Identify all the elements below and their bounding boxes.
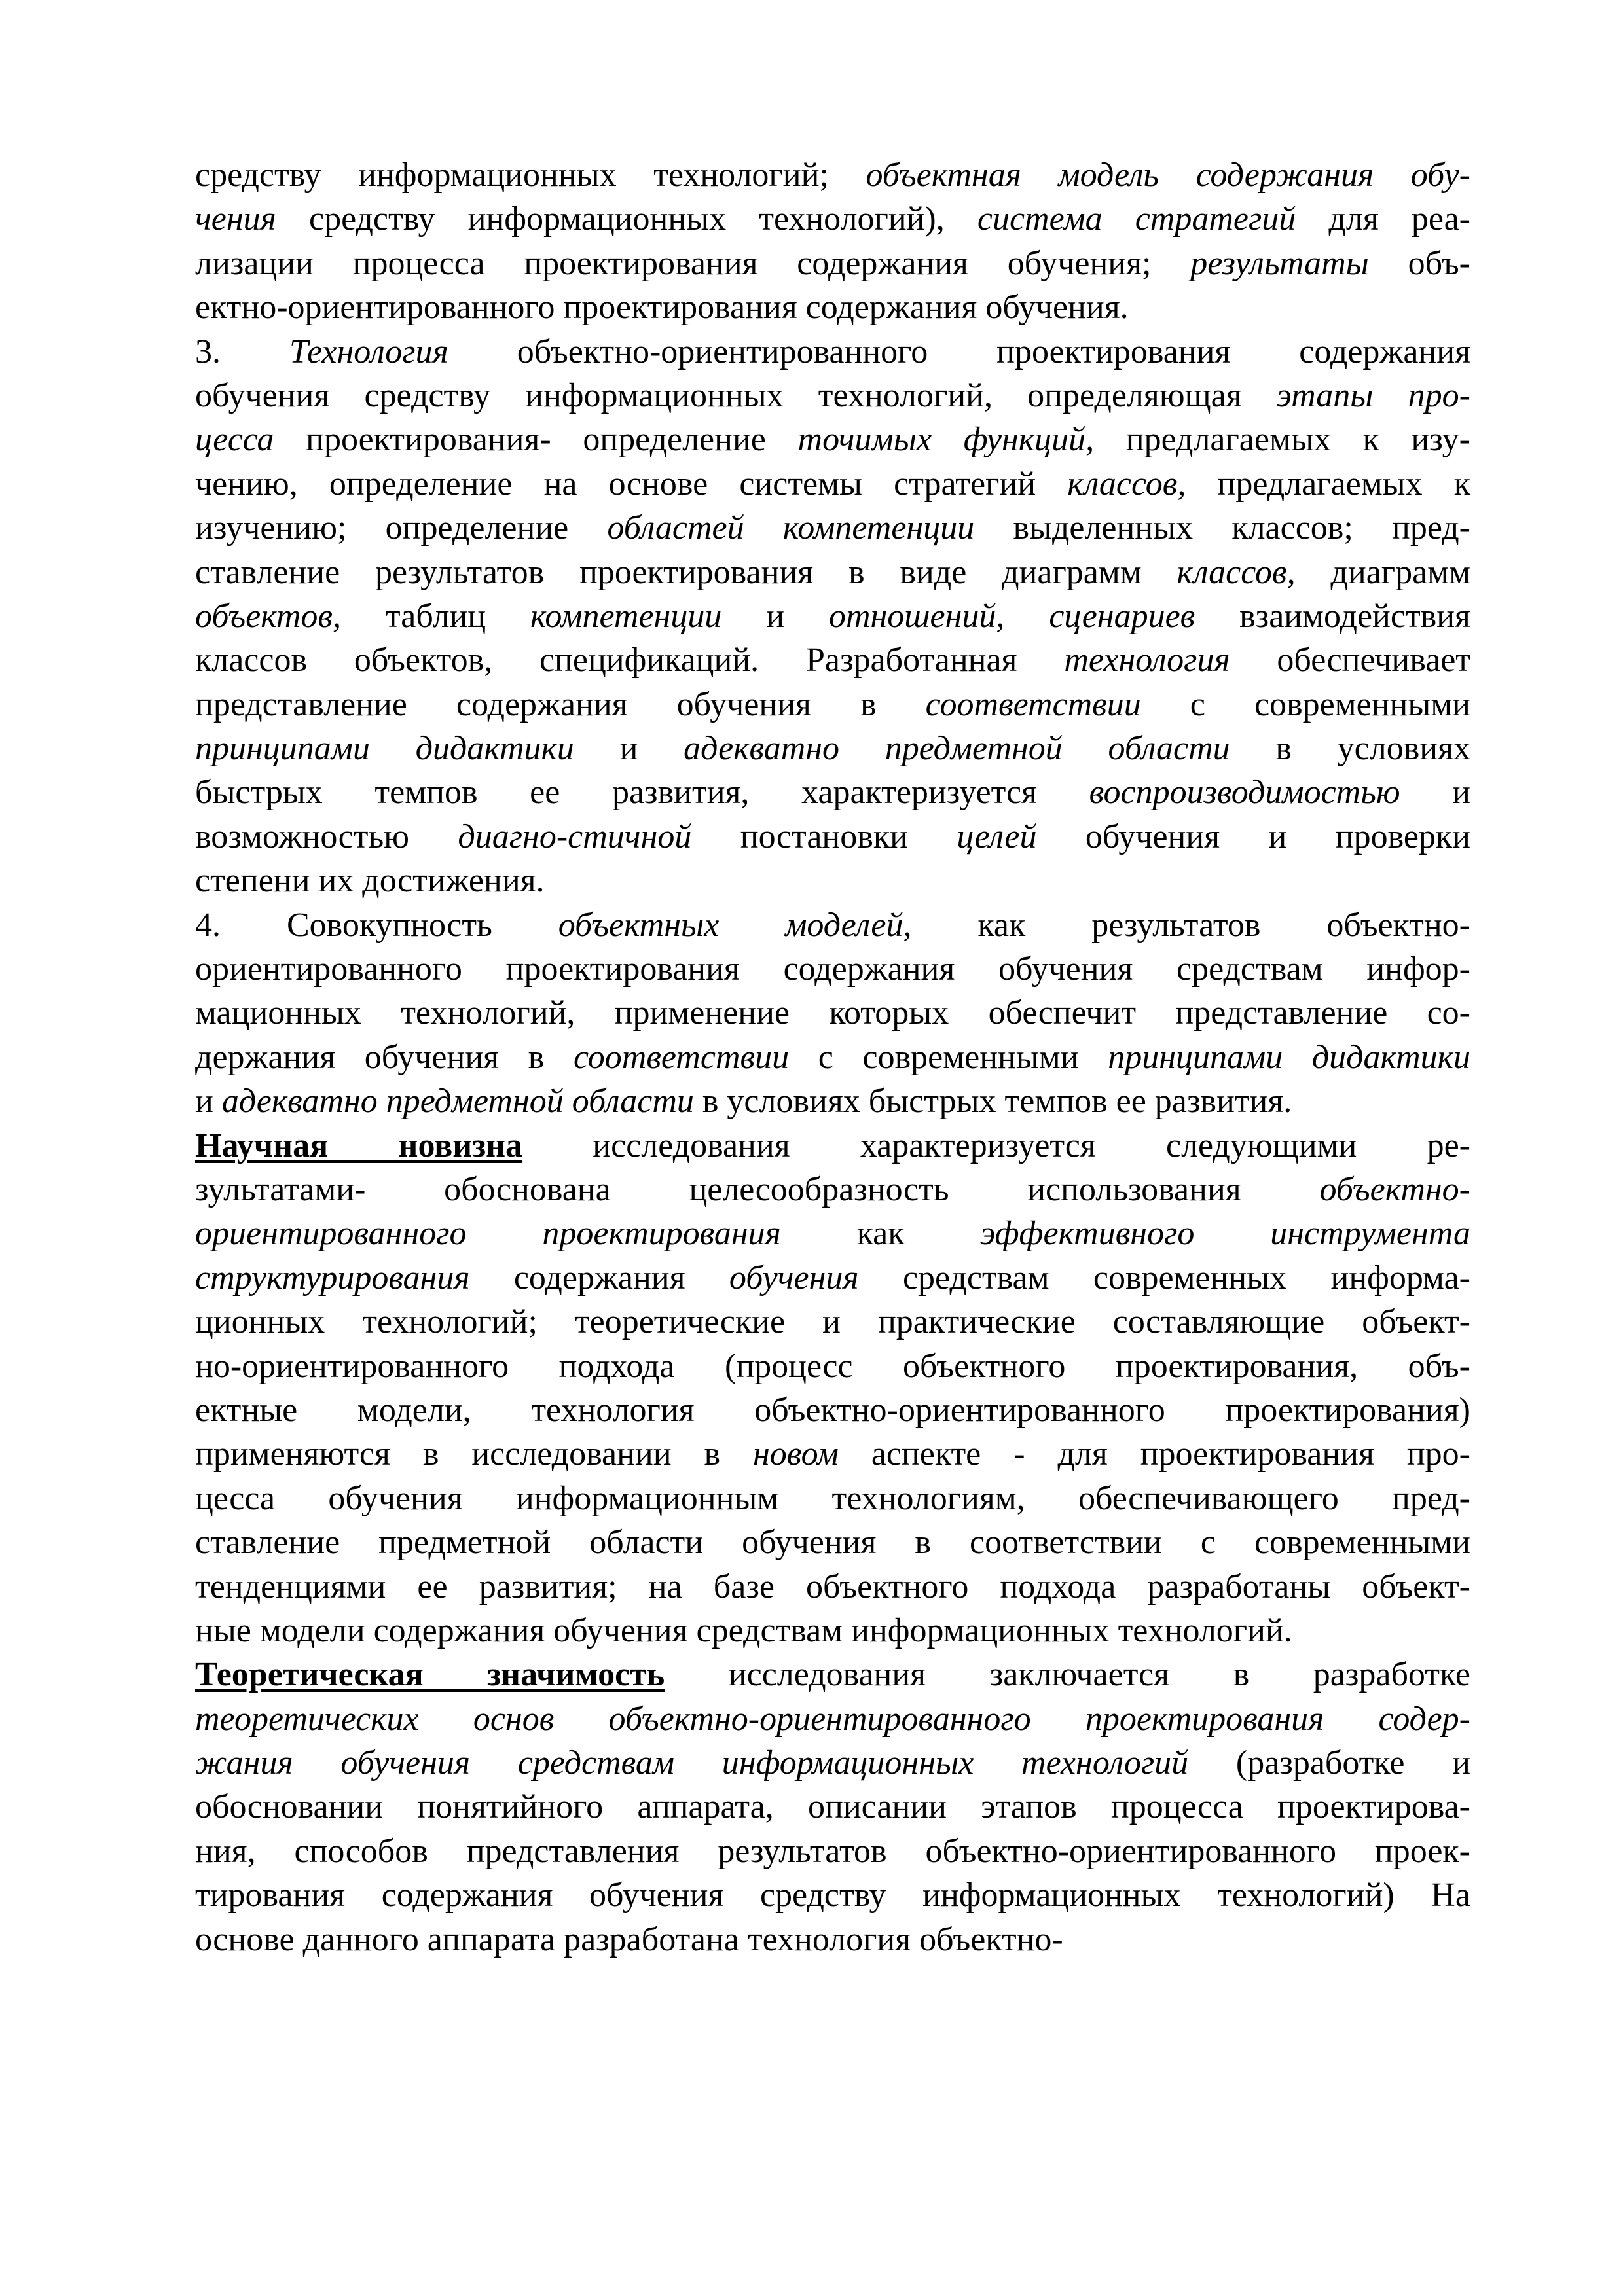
text-line bbox=[195, 418, 1470, 461]
text-line bbox=[195, 1873, 1470, 1917]
text-line bbox=[195, 1697, 1470, 1741]
italic-text-run: диагно-стичной bbox=[458, 817, 692, 855]
text-line bbox=[195, 683, 1470, 726]
text-run: чению, определение на основе системы стратегий bbox=[195, 465, 1068, 503]
text-line bbox=[195, 1741, 1470, 1785]
text-run: мационных технологий, применение которых обеспечит представление со- bbox=[195, 994, 1470, 1032]
text-line bbox=[195, 242, 1470, 285]
text-line bbox=[195, 1300, 1470, 1344]
italic-text-run: Технология bbox=[289, 332, 448, 370]
italic-text-run: объектно- bbox=[1319, 1170, 1470, 1208]
text-run: обеспечивает bbox=[1230, 641, 1471, 679]
bold-underlined-heading: Теоретическая значимость bbox=[195, 1656, 665, 1694]
text-run: классов объектов, спецификаций. Разработанная bbox=[195, 641, 1065, 679]
text-run: лизации процесса проектирования содержания обучения; bbox=[195, 244, 1191, 282]
text-line bbox=[195, 330, 1470, 374]
text-line bbox=[195, 1609, 1470, 1653]
text-run: средству информационных технологий), bbox=[276, 200, 977, 238]
italic-text-run: принципами дидактики bbox=[195, 730, 574, 768]
text-run: применяются в исследовании в bbox=[195, 1435, 753, 1473]
text-run: с современными bbox=[789, 1038, 1108, 1076]
text-run: таблиц bbox=[341, 597, 530, 635]
text-line bbox=[195, 1256, 1470, 1300]
text-run: тенденциями ее развития; на базе объектного подхода разработаны объект- bbox=[195, 1568, 1470, 1605]
italic-text-run: соответствии bbox=[574, 1038, 790, 1076]
italic-text-run: цесса bbox=[195, 421, 274, 459]
italic-text-run: областей компетенции bbox=[607, 509, 975, 547]
text-run: в условиях bbox=[1230, 730, 1471, 768]
text-run: объ- bbox=[1368, 244, 1470, 282]
text-run: ставление предметной области обучения в соответствии с современными bbox=[195, 1524, 1470, 1562]
text-run: как bbox=[780, 1215, 981, 1253]
italic-text-run: объектных моделей, bbox=[558, 906, 912, 944]
italic-text-run: принципами дидактики bbox=[1108, 1038, 1471, 1076]
italic-text-run: обучения bbox=[729, 1259, 859, 1297]
text-run: с современными bbox=[1140, 685, 1470, 723]
italic-text-run: объектов, bbox=[195, 597, 342, 635]
text-line bbox=[195, 638, 1470, 682]
text-run: (разработке и bbox=[1188, 1744, 1471, 1782]
text-run: и bbox=[721, 597, 829, 635]
italic-text-run: отношений, сценариев bbox=[828, 597, 1195, 635]
text-run: средству информационных технологий; bbox=[195, 156, 866, 194]
text-line bbox=[195, 374, 1470, 418]
bold-underlined-heading: Научная новизна bbox=[195, 1126, 523, 1164]
text-line bbox=[195, 1653, 1470, 1696]
text-run: исследования характеризуется следующими ре- bbox=[522, 1126, 1470, 1164]
text-run: цесса обучения информационным технологиям, обеспечивающего пред- bbox=[195, 1479, 1470, 1517]
text-line bbox=[195, 1035, 1470, 1079]
text-run: средствам современных информа- bbox=[858, 1259, 1470, 1297]
text-run: обучения средству информационных технологий, определяющая bbox=[195, 376, 1277, 414]
italic-text-run: адекватно предметной области bbox=[684, 730, 1230, 768]
text-line bbox=[195, 770, 1470, 814]
italic-text-run: эффективного инструмента bbox=[980, 1215, 1470, 1253]
text-run: для реа- bbox=[1296, 200, 1470, 238]
text-run: проектирования- определение bbox=[274, 421, 798, 459]
text-run: быстрых темпов ее развития, характеризуется bbox=[195, 774, 1089, 812]
text-line bbox=[195, 1918, 1470, 1962]
italic-text-run: классов, bbox=[1067, 465, 1186, 503]
italic-text-run: адекватно предметной области bbox=[221, 1083, 694, 1121]
text-line bbox=[195, 815, 1470, 859]
text-line bbox=[195, 1388, 1470, 1432]
text-line bbox=[195, 1785, 1470, 1829]
text-run: обучения и проверки bbox=[1036, 817, 1471, 855]
text-line bbox=[195, 1344, 1470, 1388]
italic-text-run: система стратегий bbox=[977, 200, 1296, 238]
text-run: как результатов объектно- bbox=[911, 906, 1470, 944]
text-run: тирования содержания обучения средству информационных технологий) На bbox=[195, 1876, 1470, 1914]
text-run: 4. Совокупность bbox=[195, 906, 558, 944]
text-line bbox=[195, 1079, 1470, 1123]
text-run: ные модели содержания обучения средствам информационных технологий. bbox=[195, 1611, 1292, 1649]
text-line bbox=[195, 947, 1470, 991]
text-run: обосновании понятийного аппарата, описании этапов процесса проектирова- bbox=[195, 1788, 1470, 1826]
italic-text-run: жания обучения средствам информационных технологий bbox=[195, 1744, 1189, 1782]
text-line bbox=[195, 1124, 1470, 1168]
text-line bbox=[195, 1168, 1470, 1211]
text-run: ния, способов представления результатов объектно-ориентированного проек- bbox=[195, 1832, 1470, 1870]
italic-text-run: объектная модель содержания обу- bbox=[866, 156, 1470, 194]
text-line bbox=[195, 594, 1470, 638]
text-run: в условиях быстрых темпов ее развития. bbox=[693, 1083, 1292, 1121]
text-line bbox=[195, 506, 1470, 550]
text-line bbox=[195, 991, 1470, 1035]
italic-text-run: чения bbox=[195, 200, 276, 238]
text-line bbox=[195, 1520, 1470, 1564]
text-line bbox=[195, 153, 1470, 197]
text-run: и bbox=[195, 1083, 222, 1121]
italic-text-run: компетенции bbox=[530, 597, 722, 635]
text-run: аспекте - для проектирования про- bbox=[838, 1435, 1470, 1473]
italic-text-run: ориентированного проектирования bbox=[195, 1215, 781, 1253]
text-run: взаимодействия bbox=[1195, 597, 1470, 635]
text-run: исследования заключается в разработке bbox=[665, 1656, 1470, 1694]
italic-text-run: целей bbox=[957, 817, 1037, 855]
text-run: ектные модели, технология объектно-ориентированного проектирования) bbox=[195, 1391, 1470, 1429]
text-run: постановки bbox=[691, 817, 957, 855]
text-run: предлагаемых к изу- bbox=[1094, 421, 1470, 459]
text-run: ектно-ориентированного проектирования содержания обучения. bbox=[195, 289, 1129, 327]
text-run: изучению; определение bbox=[195, 509, 608, 547]
text-run: ставление результатов проектирования в виде диаграмм bbox=[195, 553, 1177, 591]
text-run: держания обучения в bbox=[195, 1038, 574, 1076]
italic-text-run: классов, bbox=[1176, 553, 1296, 591]
text-run: степени их достижения. bbox=[195, 862, 545, 900]
text-run: предлагаемых к bbox=[1186, 465, 1470, 503]
text-line bbox=[195, 859, 1470, 903]
italic-text-run: этапы про- bbox=[1276, 376, 1471, 414]
italic-text-run: технология bbox=[1064, 641, 1230, 679]
text-run: возможностью bbox=[195, 817, 458, 855]
text-line bbox=[195, 197, 1470, 241]
text-run: объектно-ориентированного проектирования содержания bbox=[448, 332, 1470, 370]
text-line bbox=[195, 1565, 1470, 1609]
text-line bbox=[195, 462, 1470, 506]
text-run: и bbox=[1400, 774, 1471, 812]
text-run: но-ориентированного подхода (процесс объектного проектирования, объ- bbox=[195, 1347, 1470, 1385]
text-line bbox=[195, 1477, 1470, 1520]
text-run: ориентированного проектирования содержания обучения средствам инфор- bbox=[195, 950, 1470, 988]
text-line bbox=[195, 726, 1470, 770]
text-line bbox=[195, 1432, 1470, 1476]
italic-text-run: структурирования bbox=[195, 1259, 470, 1297]
italic-text-run: воспроизводимостью bbox=[1089, 774, 1400, 812]
text-run: содержания bbox=[469, 1259, 729, 1297]
text-run: ционных технологий; теоретические и практические составляющие объект- bbox=[195, 1303, 1470, 1341]
text-run: представление содержания обучения в bbox=[195, 685, 926, 723]
document-body-text bbox=[195, 153, 1470, 1962]
text-line bbox=[195, 903, 1470, 947]
text-run: выделенных классов; пред- bbox=[974, 509, 1470, 547]
text-line bbox=[195, 1829, 1470, 1873]
italic-text-run: теоретических основ объектно-ориентированного проектирования содер- bbox=[195, 1700, 1470, 1738]
text-run: зультатами- обоснована целесообразность использования bbox=[195, 1170, 1320, 1208]
text-run: и bbox=[574, 730, 684, 768]
italic-text-run: соответствии bbox=[925, 685, 1141, 723]
text-run: диаграмм bbox=[1295, 553, 1470, 591]
italic-text-run: точимых функций, bbox=[797, 421, 1095, 459]
text-run: 3. bbox=[195, 332, 289, 370]
italic-text-run: новом bbox=[752, 1435, 839, 1473]
text-line bbox=[195, 285, 1470, 329]
text-line bbox=[195, 1211, 1470, 1255]
text-line bbox=[195, 550, 1470, 594]
italic-text-run: результаты bbox=[1190, 244, 1369, 282]
text-run: основе данного аппарата разработана технология объектно- bbox=[195, 1920, 1063, 1958]
